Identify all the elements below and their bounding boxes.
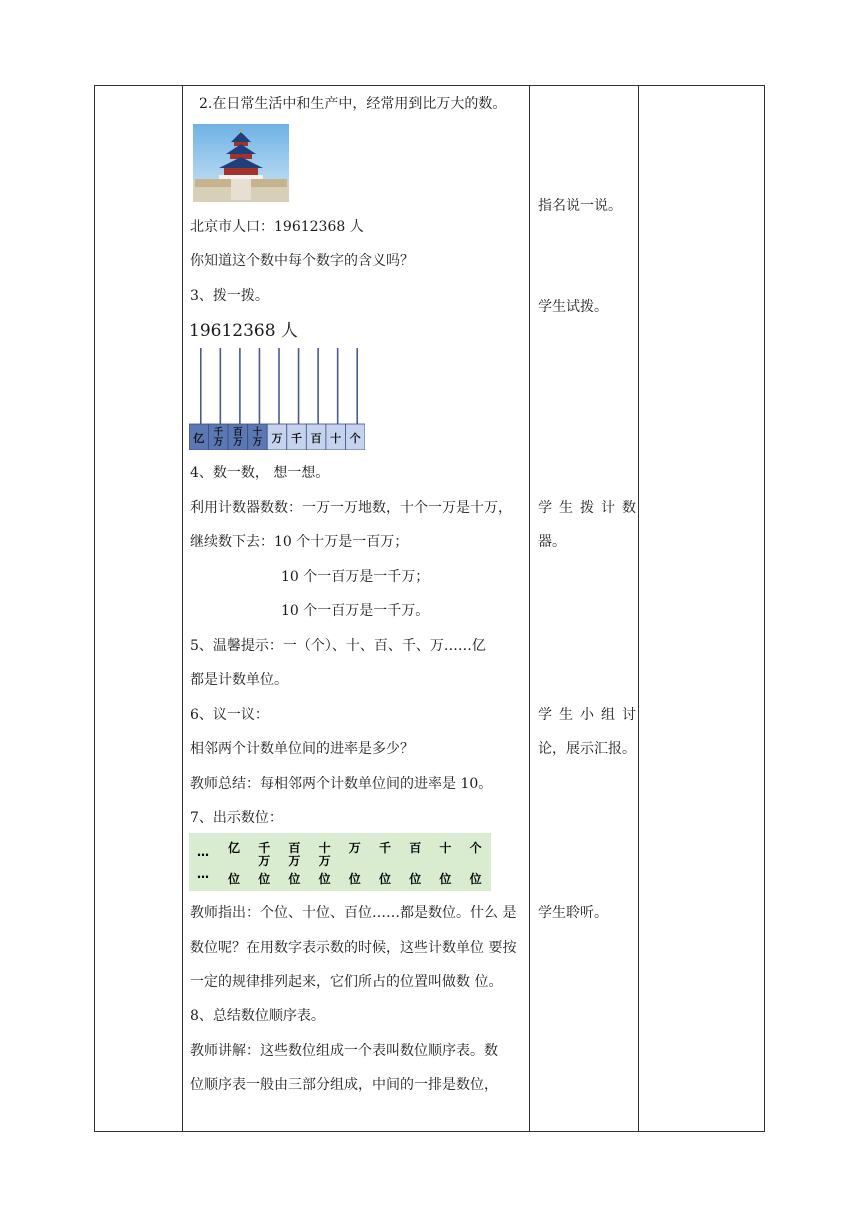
- abacus-label: 百: [233, 427, 243, 438]
- abacus-label: 个: [349, 432, 361, 445]
- step-4-heading: 4、数一数， 想一想。: [190, 465, 330, 481]
- digit-unit-label: 千: [378, 841, 392, 855]
- digit-unit-label: 百: [409, 841, 422, 855]
- population-number: 19612368 人: [189, 321, 298, 341]
- column-divider: [529, 86, 530, 1131]
- teacher-explain-1: 教师讲解：这些数位组成一个表叫数位顺序表。数: [190, 1043, 498, 1059]
- count-line-3: 10 个一百万是一千万；: [281, 569, 430, 585]
- abacus-label: 千: [291, 432, 303, 445]
- digit-unit-label: 万: [348, 841, 361, 855]
- digit-place-suffix: 位: [439, 872, 452, 886]
- digit-place-suffix: 位: [469, 872, 482, 886]
- digit-place-suffix: 位: [258, 872, 271, 886]
- abacus-label: 十: [330, 432, 342, 445]
- digit-place-suffix: 位: [348, 872, 361, 886]
- student-activity-4b: 论，展示汇报。: [538, 741, 636, 757]
- digit-unit-label: 万: [258, 854, 271, 868]
- step-5-line-2: 都是计数单位。: [190, 672, 288, 688]
- student-activity-3b: 器。: [538, 534, 566, 550]
- count-line-1: 利用计数器数数：一万一万地数，十个一万是十万，: [190, 500, 512, 516]
- student-activity-4a: 学生小组讨: [538, 707, 643, 723]
- digit-place-suffix: 位: [288, 872, 301, 886]
- student-activity-3a: 学生拨计数: [538, 500, 643, 516]
- step-3-heading: 3、拨一拨。: [190, 288, 269, 304]
- count-line-2: 继续数下去：10 个十万是一百万；: [190, 534, 409, 550]
- step-8-heading: 8、总结数位顺序表。: [190, 1008, 325, 1024]
- digit-unit-label: 亿: [227, 841, 241, 855]
- teacher-point-2: 数位呢？在用数字表示数的时候，这些计数单位 要按: [190, 940, 517, 956]
- teacher-point-1: 教师指出：个位、十位、百位……都是数位。什么 是: [190, 905, 517, 921]
- question-line: 你知道这个数中每个数字的含义吗？: [190, 253, 414, 269]
- abacus-label: 万: [233, 437, 243, 448]
- digit-unit-label: 百: [288, 841, 301, 855]
- population-line: 北京市人口：19612368 人: [190, 219, 364, 235]
- abacus-label: 万: [271, 432, 283, 445]
- abacus-label: 万: [213, 437, 224, 448]
- abacus-counter: [189, 346, 365, 450]
- column-divider: [182, 86, 183, 1131]
- student-activity-2: 学生试拨。: [538, 299, 608, 315]
- abacus-label: 百: [310, 432, 322, 445]
- student-activity-1: 指名说一说。: [538, 198, 622, 214]
- step-6-heading: 6、议一议：: [190, 707, 269, 723]
- teacher-summary: 教师总结：每相邻两个计数单位间的进率是 10。: [190, 776, 493, 792]
- column-divider: [638, 86, 639, 1131]
- digit-unit-label: 个: [469, 841, 482, 855]
- step-5-line-1: 5、温馨提示：一（个）、十、百、千、万……亿: [190, 638, 486, 654]
- abacus-label: 亿: [193, 432, 205, 445]
- abacus-label: 万: [252, 437, 263, 448]
- abacus-label: 千: [213, 427, 224, 438]
- ellipsis-top: …: [197, 845, 209, 859]
- digit-place-suffix: 位: [318, 872, 331, 886]
- teacher-point-3: 一定的规律排列起来，它们所占的位置叫做数 位。: [190, 974, 503, 990]
- digit-unit-label: 千: [258, 841, 271, 855]
- student-activity-5: 学生聆听。: [538, 905, 608, 921]
- count-line-4: 10 个一百万是一千万。: [281, 603, 430, 619]
- temple-of-heaven-photo: [193, 124, 289, 202]
- step-7-heading: 7、出示数位：: [190, 810, 283, 826]
- digit-place-suffix: 位: [378, 872, 392, 886]
- intro-line: 2.在日常生活中和生产中，经常用到比万大的数。: [199, 96, 507, 112]
- digit-place-suffix: 位: [409, 872, 422, 886]
- digit-unit-label: 十: [318, 841, 331, 855]
- digit-unit-label: 万: [288, 854, 301, 868]
- digit-unit-label: 万: [318, 854, 331, 868]
- digit-place-suffix: 位: [227, 872, 241, 886]
- step-6-question: 相邻两个计数单位间的进率是多少？: [190, 741, 414, 757]
- digit-place-table: [189, 833, 491, 891]
- abacus-label: 十: [252, 427, 263, 438]
- digit-unit-label: 十: [439, 841, 452, 855]
- teacher-explain-2: 位顺序表一般由三部分组成，中间的一排是数位，: [190, 1077, 498, 1093]
- ellipsis-bottom: …: [197, 867, 209, 881]
